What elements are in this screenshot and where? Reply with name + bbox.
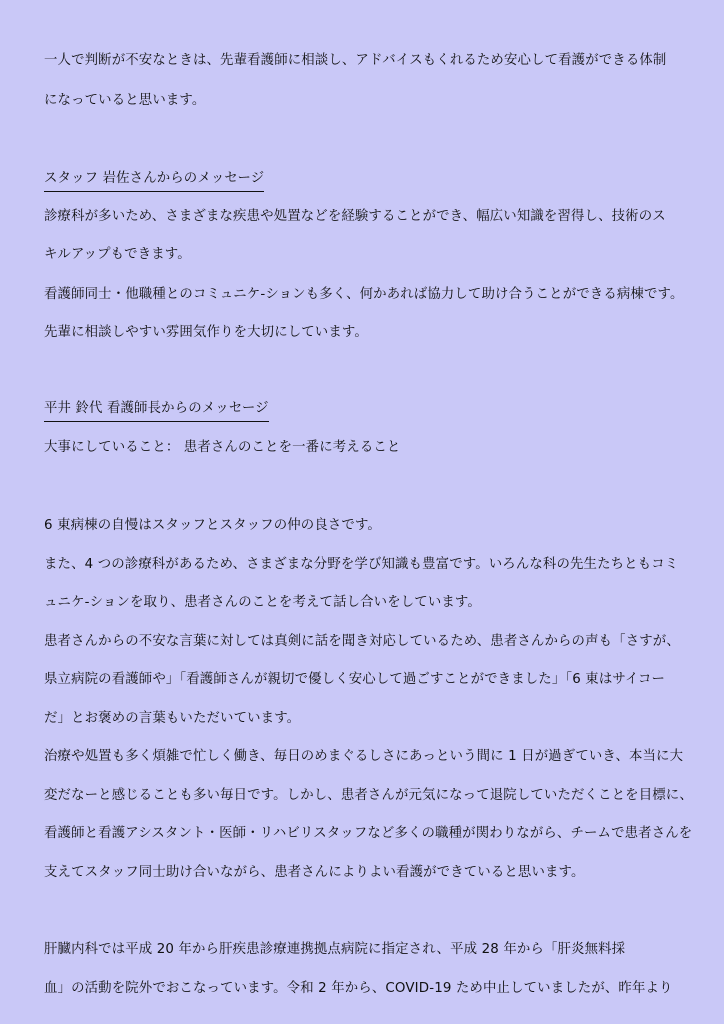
paragraph-line: 肝臓内科では平成 20 年から肝疾患診療連携拠点病院に指定され、平成 28 年から「肝炎無料採 [44,942,626,957]
paragraph-line: 大事にしていること： 患者さんのことを一番に考えること [44,440,401,455]
paragraph-line: 県立病院の看護師や」「看護師さんが親切で優しく安心して過ごすことができました」「6 東はサイコー [44,672,666,687]
paragraph-line: 治療や処置も多く煩雑で忙しく働き、毎日のめまぐるしさにあっという間に 1 日が過ぎていき、本当に大 [44,749,684,764]
paragraph-line: 看護師同士・他職種とのコミュニケ-ションも多く、何かあれば協力して助け合うことができる病棟です。 [44,287,684,302]
paragraph-line: 血」の活動を院外でおこなっています。令和 2 年から、COVID-19 ため中止していましたが、昨年より [44,981,673,996]
paragraph-line: キルアップもできます。 [44,247,191,262]
section-heading-hirai: 平井 鈴代 看護師長からのメッセージ [44,400,269,422]
paragraph-line: 看護師と看護アシスタント・医師・リハビリスタッフなど多くの職種が関わりながら、チームで患者さんを [44,826,693,841]
paragraph-line: 患者さんからの不安な言葉に対しては真剣に話を聞き対応しているため、患者さんからの声も「さすが、 [44,634,680,649]
section-heading-line [44,170,684,192]
section-heading-line [44,400,684,422]
paragraph-line: 診療科が多いため、さまざまな疾患や処置などを経験することができ、幅広い知識を習得し、技術のス [44,209,666,224]
paragraph-line: ュニケ-ションを取り、患者さんのことを考えて話し合いをしています。 [44,595,481,610]
paragraph-line: 一人で判断が不安なときは、先輩看護師に相談し、アドバイスもくれるため安心して看護ができる体制 [44,53,667,68]
paragraph-line: 6 東病棟の自慢はスタッフとスタッフの仲の良さです。 [44,518,381,533]
paragraph-line: だ」とお褒めの言葉もいただいています。 [44,711,301,726]
paragraph-line: 変だなーと感じることも多い毎日です。しかし、患者さんが元気になって退院していただくことを目標に、 [44,788,693,803]
paragraph-line: 支えてスタッフ同士助け合いながら、患者さんによりよい看護ができていると思います。 [44,865,585,880]
section-heading-iwasa: スタッフ 岩佐さんからのメッセージ [44,170,264,192]
paragraph-line: になっていると思います。 [44,93,206,108]
paragraph-line: また、4 つの診療科があるため、さまざまな分野を学び知識も豊富です。いろんな科の先生たちともコミ [44,557,679,572]
paragraph-line: 先輩に相談しやすい雰囲気作りを大切にしています。 [44,325,368,340]
